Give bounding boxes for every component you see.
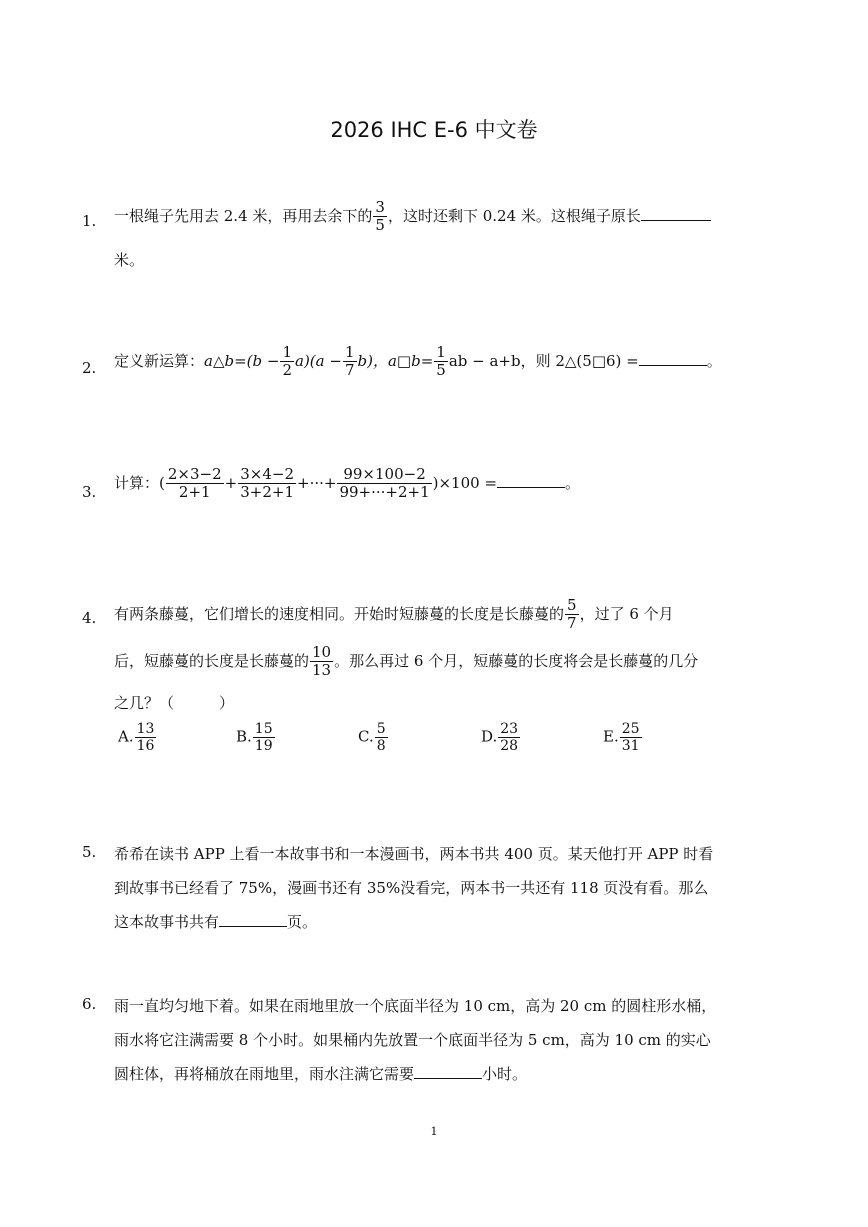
fraction-denominator: 28 [500,738,519,755]
fraction-numerator: 10 [312,643,332,661]
question-6-line-2: 雨水将它注满需要 8 个小时。如果桶内先放置一个底面半径为 5 cm，高为 10 cm 的实心 [114,1031,711,1049]
question-1-text: ，这时还剩下 0.24 米。这根绳子原长 [387,206,641,225]
option-label: A. [118,727,134,746]
question-1-line-1 [114,199,711,235]
page-number: 1 [430,1125,438,1138]
fraction-numerator: 1 [344,343,355,361]
question-2-expression: a△b [204,351,235,370]
question-4-text: ，过了 6 个月 [579,604,674,623]
option-fraction [620,721,642,754]
option-label: B. [236,727,252,746]
question-4-line-2 [114,644,698,680]
fraction-numerator: 5 [376,721,386,737]
page-title: 2026 IHC E-6 中文卷 [330,118,538,142]
option-label: D. [481,727,498,746]
question-4-line-3: 之几？（ ） [114,694,235,712]
fraction-denominator: 8 [376,738,386,755]
option-fraction [498,721,520,754]
fraction-numerator: 23 [500,721,519,737]
answer-blank[interactable] [219,912,287,927]
fraction-denominator: 16 [136,738,155,755]
question-6-line-1: 雨一直均匀地下着。如果在雨地里放一个底面半径为 10 cm，高为 20 cm 的圆柱形水桶， [114,997,717,1015]
question-2-expression: =(b − [234,351,280,370]
fraction-numerator: 15 [254,721,273,737]
question-2-text: 。 [706,351,722,370]
fraction-denominator: 99+···+2+1 [339,483,430,502]
fraction-denominator: 13 [312,661,332,680]
question-5-number: 5. [82,843,97,861]
question-6-text: 圆柱体，再将桶放在雨地里，雨水注满它需要 [114,1065,415,1083]
question-2-fraction [434,344,448,380]
fraction-denominator: 19 [254,738,273,755]
fraction-numerator: 99×100−2 [337,466,431,484]
question-4-fraction [565,597,579,633]
question-2-expression: b)， [357,351,388,370]
option-label: C. [358,727,374,746]
question-1-line-2: 米。 [114,251,145,269]
answer-blank[interactable] [497,473,565,488]
question-2-text: 定义新运算： [114,351,205,370]
question-1-text: 一根绳子先用去 2.4 米，再用去余下的 [114,206,373,225]
option-d[interactable] [481,721,521,754]
question-3-fraction [337,466,431,502]
question-5-line-3 [114,911,317,932]
question-2-expression: ab − a+b，则 2△(5□6) = [448,351,639,370]
fraction-denominator: 2 [282,361,293,380]
fraction-denominator: 5 [375,216,385,235]
question-3-fraction [166,466,224,502]
question-6-number: 6. [82,995,97,1013]
question-2-fraction [280,344,294,380]
question-2-expression: a□b [387,351,421,370]
question-4-text: 后，短藤蔓的长度是长藤蔓的 [114,651,310,670]
question-5-line-2: 到故事书已经看了 75%，漫画书还有 35%没看完，两本书一共还有 118 页没有看。那么 [114,879,709,897]
option-a[interactable] [118,721,157,754]
question-3-number: 3. [82,483,97,501]
question-6-line-3 [114,1063,527,1084]
option-fraction [253,721,275,754]
fraction-denominator: 7 [344,361,355,380]
fraction-numerator: 5 [567,596,577,614]
question-3-operator: +···+ [297,473,337,492]
fraction-denominator: 31 [621,738,640,755]
fraction-numerator: 25 [621,721,640,737]
question-5-text: 页。 [287,913,318,931]
fraction-denominator: 5 [436,361,446,380]
option-b[interactable] [236,721,276,754]
fraction-denominator: 3+2+1 [240,483,294,502]
question-3-text: )×100 = [432,473,498,492]
question-3-text: 。 [565,473,581,492]
question-1-number: 1. [82,212,97,230]
question-4-number: 4. [82,609,97,627]
answer-blank[interactable] [639,351,707,366]
fraction-numerator: 1 [282,343,293,361]
question-6-text: 小时。 [482,1065,528,1083]
question-5-text: 这本故事书共有 [114,913,220,931]
fraction-numerator: 1 [436,343,446,361]
fraction-denominator: 7 [567,614,577,633]
question-2-line [114,344,722,380]
fraction-numerator: 2×3−2 [167,465,222,483]
answer-blank[interactable] [414,1064,482,1079]
question-3-fraction [238,466,296,502]
question-1-fraction [373,199,387,235]
question-4-fraction [310,644,333,680]
fraction-numerator: 3×4−2 [240,465,294,483]
option-label: E. [603,727,619,746]
question-3-operator: + [224,473,238,492]
question-4-text: 有两条藤蔓，它们增长的速度相同。开始时短藤蔓的长度是长藤蔓的 [114,604,565,623]
fraction-numerator: 13 [136,721,155,737]
answer-blank[interactable] [641,206,711,221]
question-4-text: 。那么再过 6 个月，短藤蔓的长度将会是长藤蔓的几分 [334,651,699,670]
question-2-expression: = [420,351,434,370]
question-2-number: 2. [82,359,97,377]
option-e[interactable] [603,721,643,754]
question-2-fraction [343,344,357,380]
question-2-expression: a)(a − [295,351,342,370]
option-fraction [375,721,388,754]
question-3-text: 计算：( [114,473,165,492]
question-4-line-1 [114,597,674,633]
question-5-line-1: 希希在读书 APP 上看一本故事书和一本漫画书，两本书共 400 页。某天他打开 APP 时看 [114,845,714,863]
option-c[interactable] [358,721,389,754]
question-3-line [114,466,580,502]
option-fraction [135,721,157,754]
fraction-numerator: 3 [375,198,385,216]
fraction-denominator: 2+1 [178,483,211,502]
